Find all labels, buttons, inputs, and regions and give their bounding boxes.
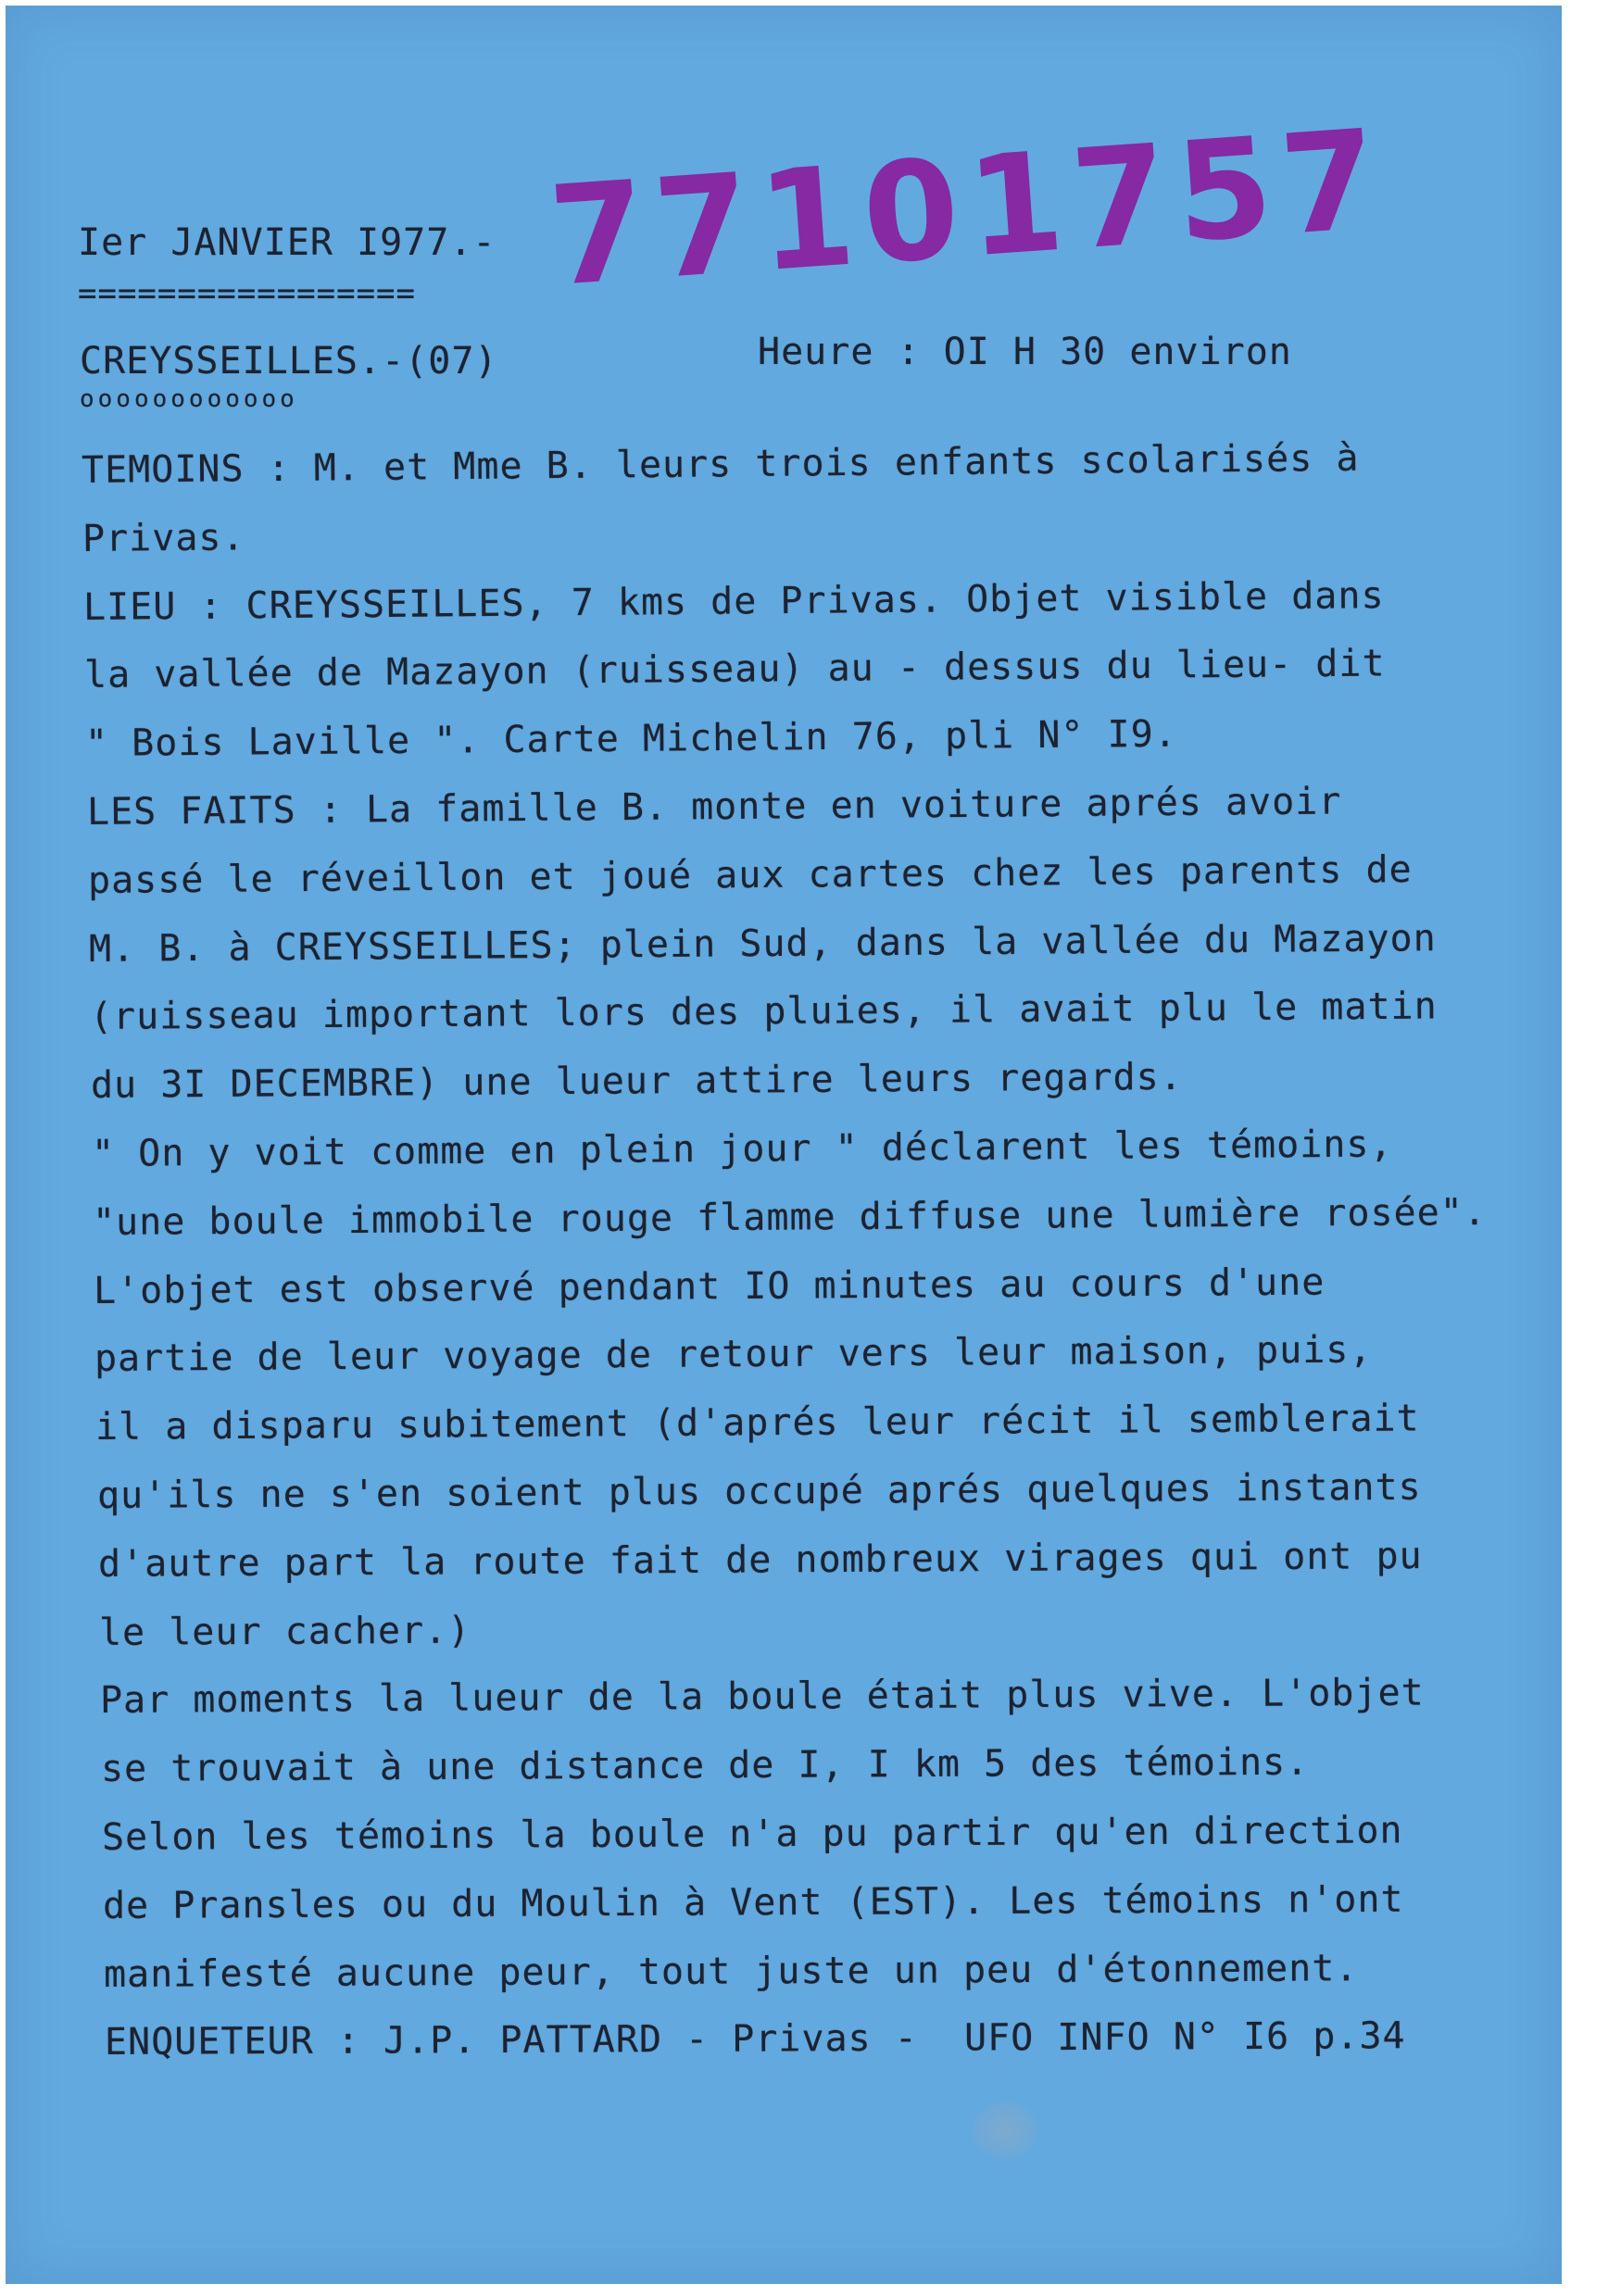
report-line: LIEU : CREYSSEILLES, 7 kms de Privas. Objet visible dans [82,573,1385,629]
report-line: L'objet est observé pendant IO minutes au cours d'une [94,1261,1326,1312]
report-line: Par moments la lueur de la boule était plus vive. L'objet [99,1672,1425,1723]
report-line: de Pransles ou du Moulin à Vent (EST). Les témoins n'ont [102,1877,1404,1927]
report-line: LES FAITS : La famille B. monte en voiture aprés avoir [86,780,1342,834]
report-line: "une boule immobile rouge flamme diffuse une lumière rosée". [92,1190,1488,1244]
report-line: partie de leur voyage de retour vers leur maison, puis, [94,1328,1373,1381]
report-line: M. B. à CREYSSEILLES; plein Sud, dans la vallée du Mazayon [88,916,1437,971]
reference-number-stamp: 77101757 [545,99,1391,317]
report-line: le leur cacher.) [98,1609,471,1654]
report-line: " Bois Laville ". Carte Michelin 76, pli N° I9. [85,712,1178,766]
report-line: ENQUETEUR : J.P. PATTARD - Privas - UFO INFO N° I6 p.34 [105,2014,1406,2064]
report-line: (ruisseau important lors des pluies, il avait plu le matin [89,985,1438,1039]
location-underline: oooooooooooo [80,385,298,413]
time-of-sighting: Heure : OI H 30 environ [758,331,1292,373]
report-line: se trouvait à une distance de I, I km 5 des témoins. [100,1740,1310,1791]
paper-smudge [973,2102,1037,2158]
date-underline: ================= [78,275,416,312]
report-line: la vallée de Mazayon (ruisseau) au - dessus du lieu- dit [84,642,1387,697]
report-line: d'autre part la route fait de nombreux virages qui ont pu [97,1534,1423,1586]
report-line: il a disparu subitement (d'aprés leur récit il semblerait [95,1397,1421,1449]
report-line: du 3I DECEMBRE) une lueur attire leurs regards. [90,1056,1183,1108]
report-line: Privas. [82,516,245,560]
scan-margin [1562,0,1621,2296]
report-line: Selon les témoins la boule n'a pu partir qu'en direction [101,1809,1403,1859]
report-date: Ier JANVIER I977.- [78,221,496,264]
report-line: TEMOINS : M. et Mme B. leurs trois enfants scolarisés à [81,436,1360,492]
report-line: " On y voit comme en plein jour " déclarent les témoins, [91,1123,1393,1175]
report-line: passé le réveillon et joué aux cartes chez les parents de [87,847,1413,902]
report-line: qu'ils ne s'en soient plus occupé aprés quelques instants [96,1465,1422,1517]
location-heading: CREYSSEILLES.-(07) [80,340,498,383]
report-line: manifesté aucune peur, tout juste un peu d'étonnement. [104,1946,1359,1996]
